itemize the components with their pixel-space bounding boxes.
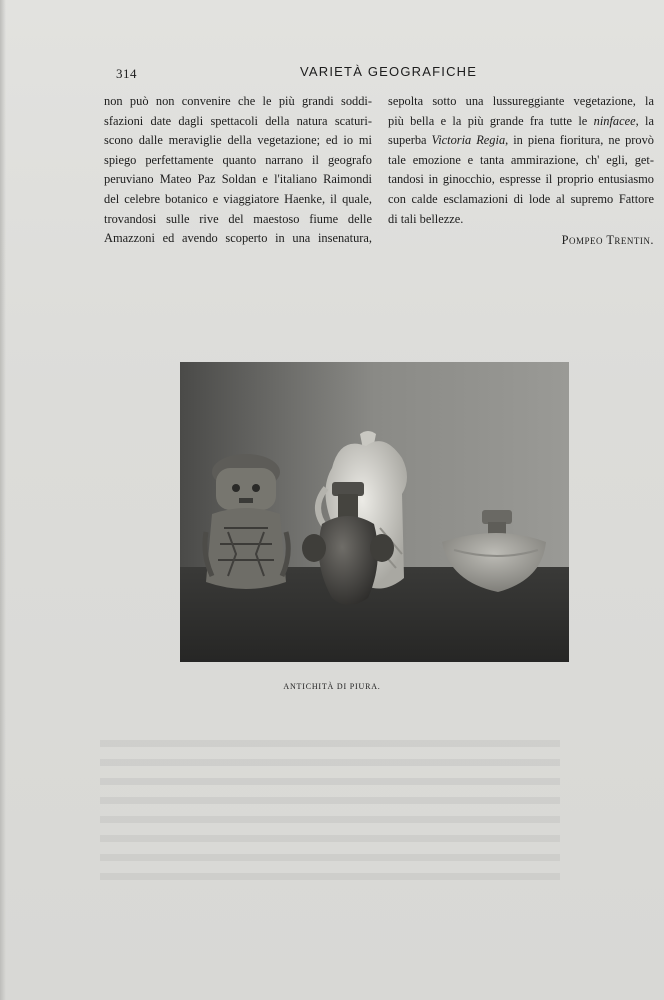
italic-term-ninfacee: ninfacee [593,113,636,128]
text-fragment: , la [635,113,654,128]
text-line: del celebre botanico e viaggiatore Haenke, il quale, [104,191,372,206]
running-title: VARIETÀ GEOGRAFICHE [300,64,478,79]
text-line: sepolta sotto una lussureggiante vegetazione, la [388,94,654,108]
italic-term-victoria-regia: Victoria Regia [431,133,506,148]
text-fragment: superba [388,133,432,148]
text-line: di tali bellezze. [388,211,464,226]
artifacts-photograph [180,362,569,662]
text-line: scono dalle meraviglie della vegetazione; ed io mi [104,133,372,148]
text-line [388,112,654,132]
text-line: peruviano Mateo Paz Soldan e l'italiano Raimondi [104,172,372,187]
text-line: sfazioni date dagli spettacoli della natura scaturi- [104,113,372,128]
text-line: tale emozione e tanta ammirazione, ch' egli, get- [388,152,654,167]
pottery-illustration [180,362,569,662]
figure-caption: ANTICHITÀ DI PIURA. [283,682,381,691]
text-line: Amazzoni ed avendo scoperto in una insenatura, [104,231,372,246]
text-line: spiego perfettamente quanto narrano il geografo [104,152,372,167]
text-line: non può non convenire che le più grandi soddi- [104,94,372,108]
text-fragment: più bella e la più grande fra tutte le [388,113,594,128]
text-line: con calde esclamazioni di lode al supremo Fattore [388,191,654,206]
figurine-vessel [205,454,288,589]
text-fragment: , in piena fioritura, ne provò [505,133,655,148]
text-line: tandosi in ginocchio, espresse il proprio entusiasmo [388,172,654,187]
page-edge-shadow [0,0,6,1000]
right-text-column [388,92,654,251]
show-through-text [100,740,560,890]
left-text-column [104,92,372,249]
text-line [388,131,654,151]
text-line: trovandosi sulle rive del maestoso fiume delle [104,211,372,226]
author-signature: Pompeo Trentin. [561,233,654,248]
page-number: 314 [116,66,137,81]
